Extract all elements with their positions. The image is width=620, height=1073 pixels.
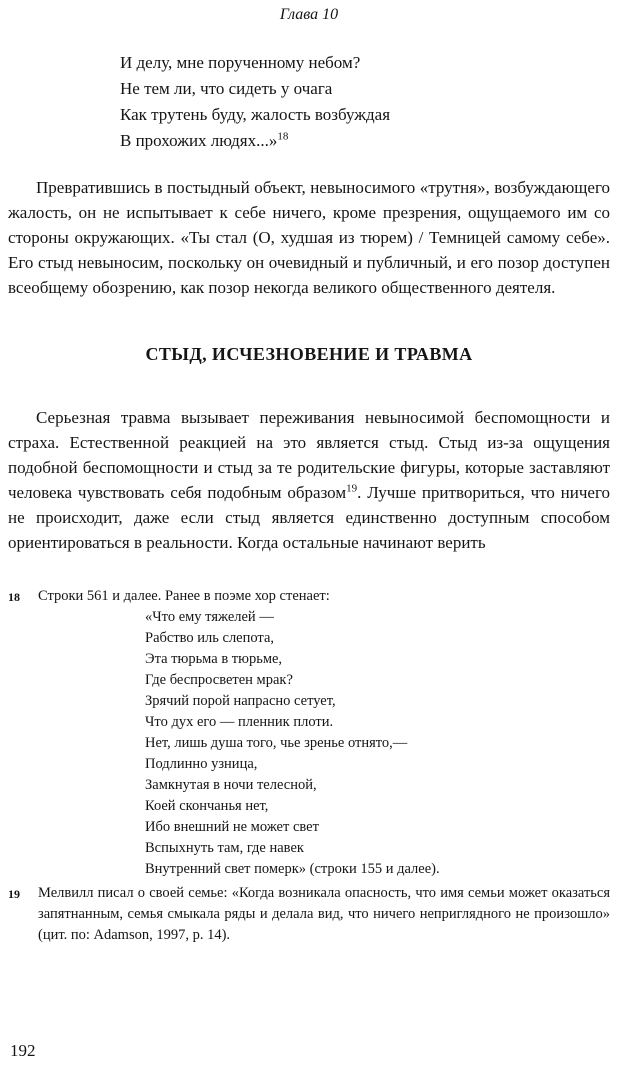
poem-line: И делу, мне порученному небом? — [120, 53, 361, 72]
footnote-poem-line: Подлинно узница, — [145, 756, 258, 772]
footnote-intro: Строки 561 и далее. Ранее в поэме хор стенает: — [38, 588, 330, 604]
paragraph-text: . Лучше притвориться, что ничего не происходит, даже если стыд является единственно доступным способом ориентироваться в реальности. Когда остальные начинают верить — [8, 483, 610, 552]
footnote-poem-line: Зрячий порой напрасно сетует, — [145, 693, 336, 709]
poem-line — [120, 128, 610, 154]
paragraph-text: Серьезная травма вызывает переживания невыносимой беспомощности и страха. Естественной реакцией на это является стыд. Стыд из-за ощущения подобной беспомощности и стыд за те родительские фигуры, которые заставляют человека чувствовать себя подобным образом — [8, 408, 610, 502]
footnote-reference-18: 18 — [277, 130, 289, 143]
footnote-poem-line: «Что ему тяжелей — — [145, 609, 274, 625]
poem-line-text: В прохожих людях...» — [120, 131, 278, 150]
footnote-marker: 19 — [8, 887, 20, 901]
footnote-poem — [145, 607, 610, 880]
footnote-19 — [8, 883, 610, 946]
section-heading: СТЫД, ИСЧЕЗНОВЕНИЕ И ТРАВМА — [145, 344, 473, 364]
footnote-poem-line: Нет, лишь душа того, чье зренье отнято,— — [145, 735, 408, 751]
poem-line: Не тем ли, что сидеть у очага — [120, 79, 333, 98]
footnote-poem-line: Рабство иль слепота, — [145, 630, 275, 646]
footnote-poem-line: Замкнутая в ночи телесной, — [145, 777, 317, 793]
body-paragraph: Превратившись в постыдный объект, невыносимого «трутня», возбуждающего жалость, он не испытывает к себе ничего, кроме презрения, ощущаемого им со стороны окружающих. «Ты стал (О, худшая из тюрем) / Темницей самому себе». Его стыд невыносим, поскольку он очевидный и публичный, и его позор доступен всеобщему обозрению, как позор некогда великого общественного деятеля. — [8, 178, 610, 297]
footnote-poem-line: Что дух его — пленник плоти. — [145, 714, 334, 730]
footnote-marker: 18 — [8, 590, 20, 604]
running-header: Глава 10 — [279, 6, 339, 23]
footnote-text: Мелвилл писал о своей семье: «Когда возникала опасность, что имя семьи может оказаться запятнанным, семья смыкала ряды и делала вид, что ничего неприглядного не произошло» (цит. по: Adamson, 1997, p. 14). — [38, 885, 610, 943]
footnote-poem-line: Где беспросветен мрак? — [145, 672, 293, 688]
footnote-18 — [8, 586, 610, 880]
poem-quote — [120, 50, 610, 154]
footnote-reference-19: 19 — [346, 482, 358, 495]
footnote-poem-line: Коей скончанья нет, — [145, 798, 269, 814]
poem-line: Как трутень буду, жалость возбуждая — [120, 105, 391, 124]
footnote-poem-line: Ибо внешний не может свет — [145, 819, 319, 835]
footnote-poem-line: Эта тюрьма в тюрьме, — [145, 651, 283, 667]
footnote-poem-line: Вспыхнуть там, где навек — [145, 840, 304, 856]
footnotes-section — [8, 586, 610, 946]
page-number: 192 — [10, 1041, 36, 1060]
body-paragraph — [8, 405, 610, 555]
footnote-poem-line: Внутренний свет померк» (строки 155 и далее). — [145, 861, 440, 877]
